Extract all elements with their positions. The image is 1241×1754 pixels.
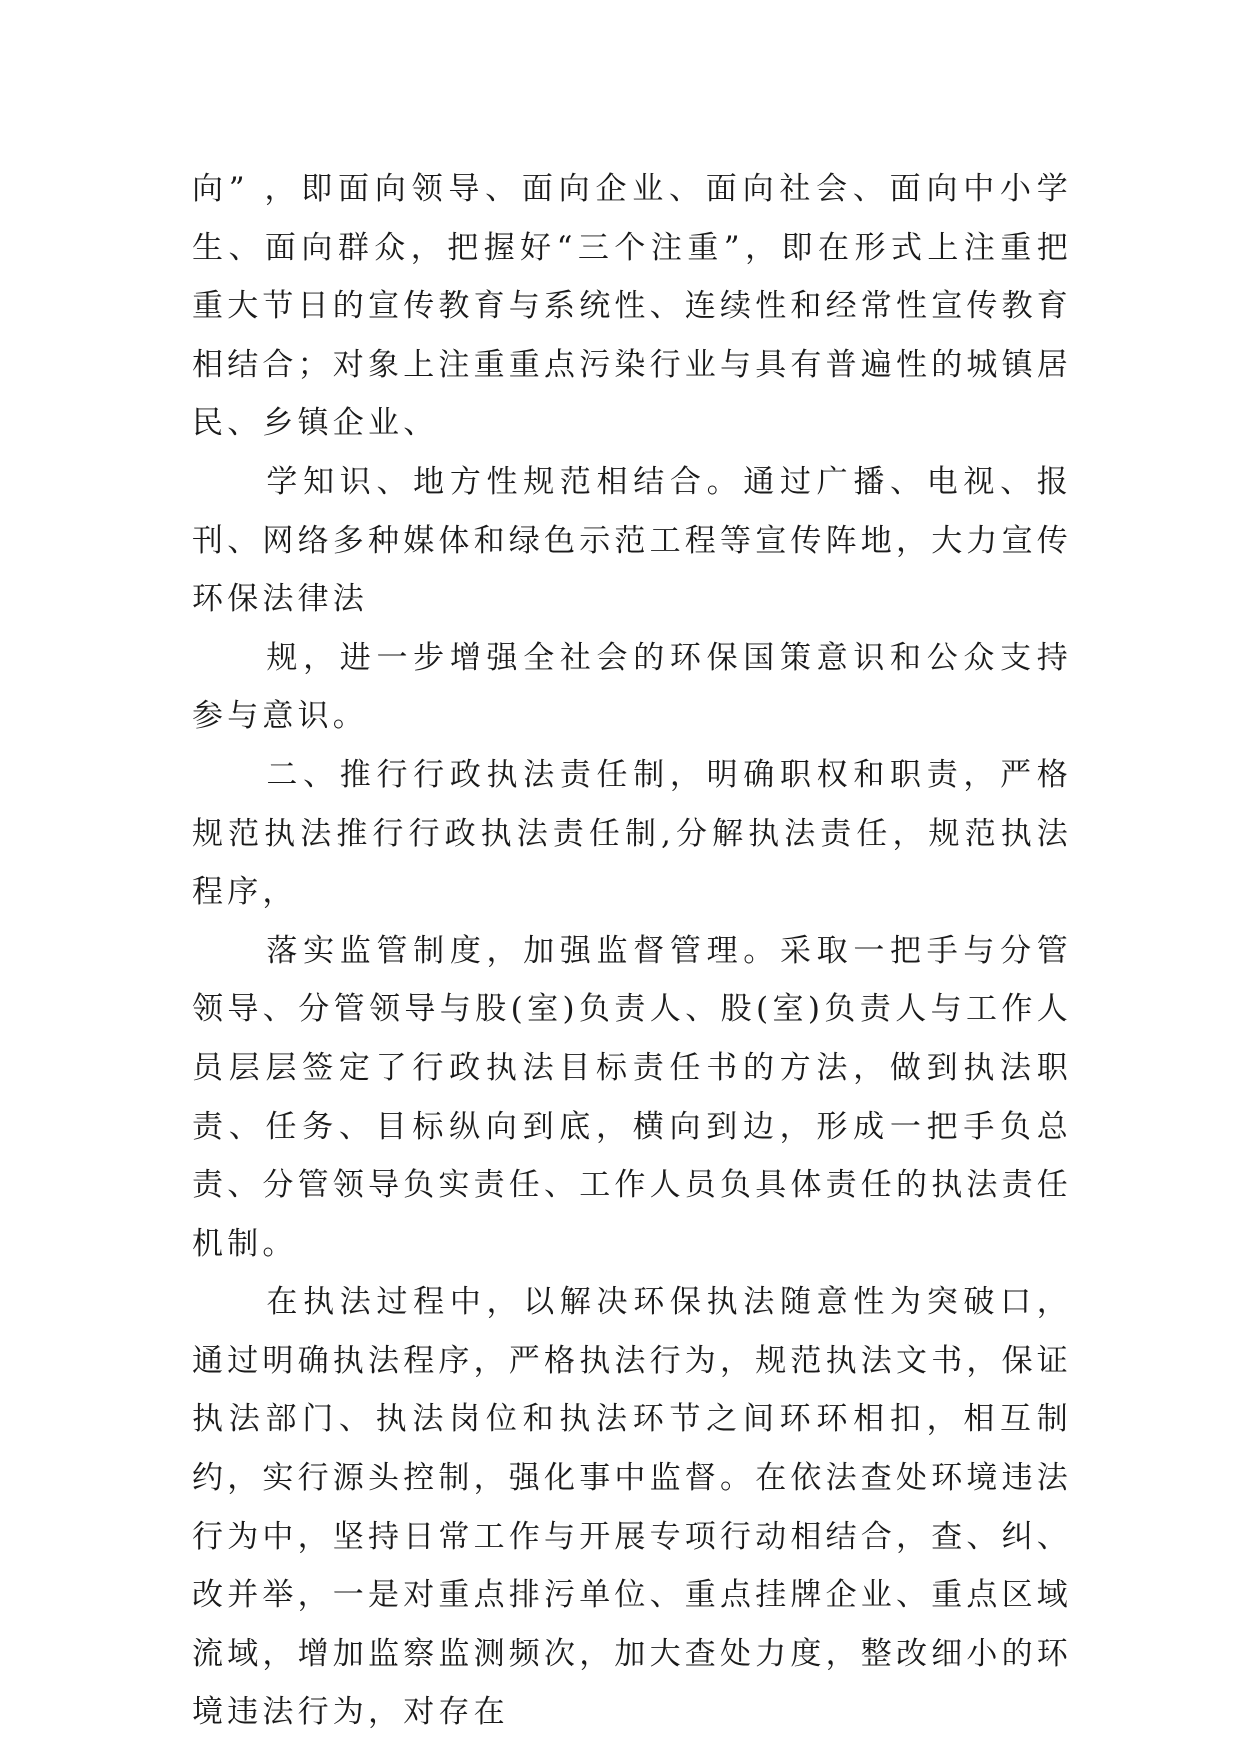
paragraph-2: 学知识、地方性规范相结合。通过广播、电视、报刊、网络多种媒体和绿色示范工程等宣传阵地，大力宣传环保法律法 xyxy=(192,463,1072,618)
paragraph-3: 规，进一步增强全社会的环保国策意识和公众支持参与意识。 xyxy=(192,639,1072,735)
paragraph-6: 在执法过程中，以解决环保执法随意性为突破口，通过明确执法程序，严格执法行为，规范执法文书，保证执法部门、执法岗位和执法环节之间环环相扣，相互制约，实行源头控制，强化事中监督。在依法查处环境违法行为中，坚持日常工作与开展专项行动相结合，查、纠、改并举，一是对重点排污单位、重点挂牌企业、重点区域流域，增加监察监测频次，加大查处力度，整改细小的环境违法行为，对存在 xyxy=(192,1284,1072,1731)
document-body xyxy=(192,160,1072,1742)
paragraph-5: 落实监管制度，加强监督管理。采取一把手与分管领导、分管领导与股(室)负责人、股(室)负责人与工作人员层层签定了行政执法目标责任书的方法，做到执法职责、任务、目标纵向到底，横向到边，形成一把手负总责、分管领导负实责任、工作人员负具体责任的执法责任机制。 xyxy=(192,932,1072,1262)
paragraph-1: 向” ，即面向领导、面向企业、面向社会、面向中小学生、面向群众，把握好“三个注重”，即在形式上注重把重大节日的宣传教育与系统性、连续性和经常性宣传教育相结合；对象上注重重点污染行业与具有普遍性的城镇居民、乡镇企业、 xyxy=(192,171,1072,442)
paragraph-4: 二、推行行政执法责任制，明确职权和职责，严格规范执法推行行政执法责任制,分解执法责任，规范执法程序， xyxy=(192,756,1072,911)
